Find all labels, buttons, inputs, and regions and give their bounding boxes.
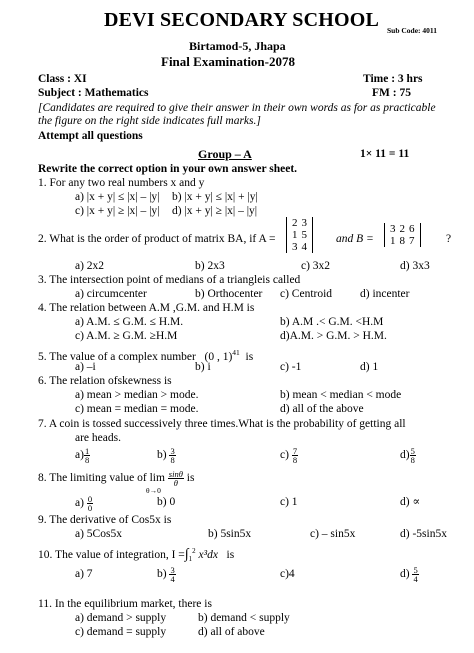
q10-option-c: c)4 xyxy=(280,568,295,580)
class-label: Class : XI xyxy=(38,73,87,85)
matrix-b: 3 2 6 1 8 7 xyxy=(384,223,421,247)
q7-stem-line1: 7. A coin is tossed successively three times.What is the probability of getting all xyxy=(38,418,406,430)
q6-option-c: c) mean = median = mode. xyxy=(75,403,199,415)
q4-stem: 4. The relation between A.M ,G.M. and H.M is xyxy=(38,302,255,314)
q3-stem: 3. The intersection point of medians of a triangleis called xyxy=(38,274,301,286)
q8-option-a: a) $\frac{0}{0}$ xyxy=(75,494,93,513)
subject-code: Sub Code: 4011 xyxy=(387,26,438,35)
q4-option-b: b) A.M .< G.M. <H.M xyxy=(280,316,384,328)
q10-option-d: d) $\frac{5}{4}$ xyxy=(400,565,418,584)
q10-stem-text: 10. The value of integration, I = xyxy=(38,548,185,561)
q3-option-c: c) Centroid xyxy=(280,288,333,300)
instructions: [Candidates are required to give their answer in their own words as for as practicable the figure on the right side indicates full marks.] xyxy=(38,102,436,127)
school-name: DEVI SECONDARY SCHOOL xyxy=(104,9,380,31)
q6-option-a: a) mean > median > mode. xyxy=(75,389,199,401)
q6-stem: 6. The relation ofskewness is xyxy=(38,375,172,387)
q1-stem: 1. For any two real numbers x and y xyxy=(38,177,205,189)
school-location: Birtamod-5, Jhapa xyxy=(189,39,286,53)
q8-option-c: c) 1 xyxy=(280,496,298,508)
q3-option-d: d) incenter xyxy=(360,288,410,300)
q9-stem: 9. The derivative of Cos5x is xyxy=(38,514,172,526)
group-title: Group – A xyxy=(198,147,252,161)
q9-option-b: b) 5sin5x xyxy=(208,528,252,540)
q2-question-mark: ? xyxy=(446,233,452,245)
q8-stem-text: 8. The limiting value of lim xyxy=(38,472,165,485)
q1-option-d: d) |x + y| ≥ |x| – |y| xyxy=(172,205,258,217)
exam-title: Final Examination-2078 xyxy=(161,54,295,69)
full-marks-label: FM : 75 xyxy=(372,87,411,99)
q5-expression: (0 , 1) xyxy=(204,350,233,363)
group-directive: Rewrite the correct option in your own answer sheet. xyxy=(38,163,298,175)
q7-option-c: c) $\frac{7}{8}$ xyxy=(280,446,298,465)
q1-option-c: c) |x + y| ≥ |x| – |y| xyxy=(75,205,160,217)
q5-exponent: 41 xyxy=(232,348,240,357)
q10-is: is xyxy=(226,548,235,561)
q7-option-b: b) $\frac{3}{8}$ xyxy=(157,446,175,465)
q7-option-a: a) $\frac{1}{8}$ xyxy=(75,446,90,465)
q11-option-a: a) demand > supply xyxy=(75,612,167,624)
group-marks: 1× 11 = 11 xyxy=(360,148,410,160)
q10-lower-limit: 1 xyxy=(188,555,193,564)
q5-option-d: d) 1 xyxy=(360,361,379,373)
q9-option-c: c) – sin5x xyxy=(310,528,356,540)
q11-option-c: c) demand = supply xyxy=(75,626,167,638)
q11-stem: 11. In the equilibrium market, there is xyxy=(38,598,212,610)
q2-option-d: d) 3x3 xyxy=(400,260,430,272)
q10-option-a: a) 7 xyxy=(75,568,93,580)
q2-stem: 2. What is the order of product of matrix BA, if A = xyxy=(38,233,276,245)
q6-option-d: d) all of the above xyxy=(280,403,364,415)
q5-option-a: a) –i xyxy=(75,361,96,373)
q8-fraction: $\frac{\sin\theta}{\theta}$ xyxy=(168,469,183,488)
q8-is: is xyxy=(186,472,195,485)
q2-option-a: a) 2x2 xyxy=(75,260,105,272)
attempt-note: Attempt all questions xyxy=(38,130,143,142)
q2-option-b: b) 2x3 xyxy=(195,260,225,272)
q3-option-a: a) circumcenter xyxy=(75,288,147,300)
q10-expression: x³dx xyxy=(198,548,218,561)
q10-integral-sign: ∫ xyxy=(184,546,189,562)
q2-and-b: and B = xyxy=(336,233,374,245)
q2-option-c: c) 3x2 xyxy=(301,260,331,272)
q10-option-b: b) $\frac{3}{4}$ xyxy=(157,565,175,584)
q7-option-d: d) $\frac{5}{8}$ xyxy=(400,446,415,465)
q5-option-c: c) -1 xyxy=(280,361,302,373)
q6-option-b: b) mean < median < mode xyxy=(280,389,402,401)
q10-upper-limit: 2 xyxy=(192,547,196,555)
q5-is: is xyxy=(245,350,254,363)
q5-stem xyxy=(38,346,253,364)
q7-stem-line2: are heads. xyxy=(75,432,121,444)
q11-option-b: b) demand < supply xyxy=(198,612,290,624)
time-label: Time : 3 hrs xyxy=(363,73,423,85)
q9-option-d: d) -5sin5x xyxy=(400,528,447,540)
q9-option-a: a) 5Cos5x xyxy=(75,528,122,540)
q5-stem-text: 5. The value of a complex number xyxy=(38,350,196,363)
q11-option-d: d) all of above xyxy=(198,626,265,638)
subject-label: Subject : Mathematics xyxy=(38,87,149,99)
q4-option-d: d)A.M. > G.M. > H.M. xyxy=(280,330,387,342)
q8-stem xyxy=(38,470,194,487)
q10-stem xyxy=(38,545,234,566)
q1-option-a: a) |x + y| ≤ |x| – |y| xyxy=(75,191,160,203)
q4-option-c: c) A.M. ≥ G.M. ≥H.M xyxy=(75,330,178,342)
q4-option-a: a) A.M. ≤ G.M. ≤ H.M. xyxy=(75,316,184,328)
q8-option-b: b) 0 xyxy=(157,496,176,508)
matrix-a: 2 3 1 5 3 4 xyxy=(286,217,313,253)
q3-option-b: b) Orthocenter xyxy=(195,288,263,300)
q1-option-b: b) |x + y| ≤ |x| + |y| xyxy=(172,191,258,203)
q8-limit-sub: θ→0 xyxy=(146,486,161,495)
q5-option-b: b) i xyxy=(195,361,211,373)
q8-option-d: d) ∝ xyxy=(400,496,421,508)
